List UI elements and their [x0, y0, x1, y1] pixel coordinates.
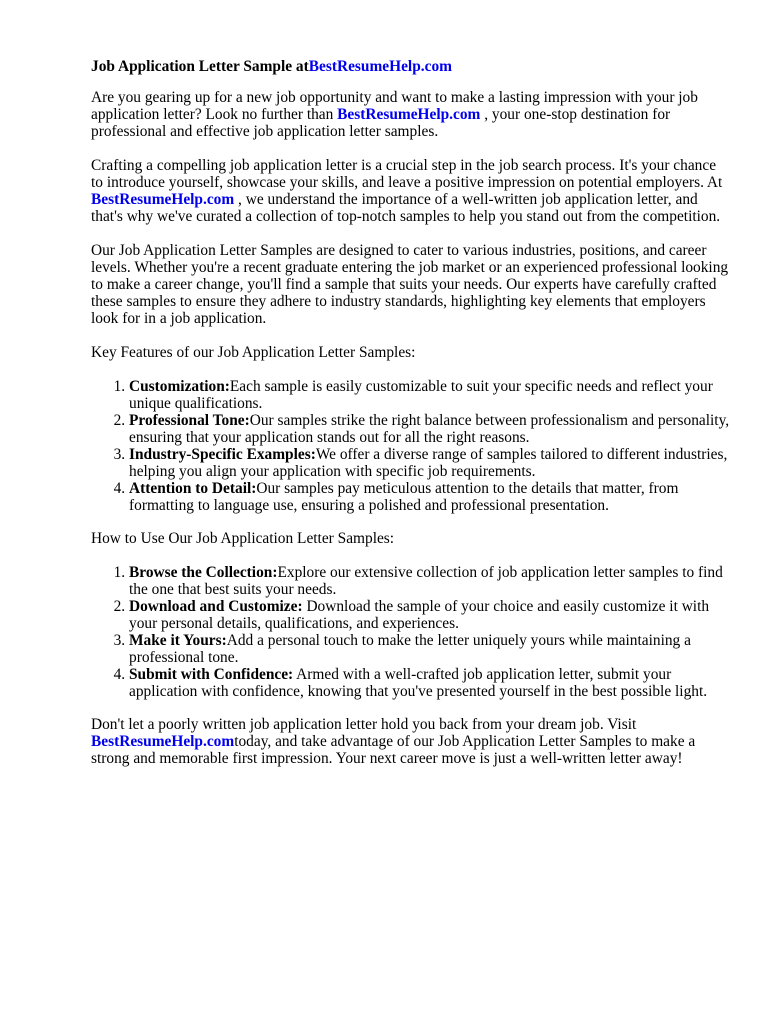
- feature-text: Each sample is easily customizable to suit your specific needs and reflect your unique qualifications.: [129, 378, 713, 412]
- step-item: [129, 564, 731, 598]
- step-item: [129, 598, 731, 632]
- intro-text-a: Are you gearing up for a new job opportunity and want to make a lasting impression with your job application letter? Look no further than: [91, 89, 698, 123]
- feature-text: We offer a diverse range of samples tailored to different industries, helping you align your application with specific job requirements.: [129, 446, 728, 480]
- step-text: Explore our extensive collection of job application letter samples to find the one that best suits your needs.: [129, 564, 723, 598]
- title-text: Job Application Letter Sample at: [91, 58, 309, 75]
- feature-text: Our samples strike the right balance between professionalism and personality, ensuring that your application stands out for all the right reasons.: [129, 412, 730, 446]
- step-text: Armed with a well-crafted job application letter, submit your application with confidence, knowing that you've presented yourself in the best possible light.: [129, 666, 708, 700]
- steps-list: [91, 564, 731, 700]
- step-term: Make it Yours:: [129, 632, 227, 649]
- feature-item: [129, 412, 731, 446]
- document-title: [91, 58, 731, 75]
- crafting-paragraph: [91, 157, 731, 225]
- closing-paragraph: [91, 716, 731, 767]
- feature-term: Industry-Specific Examples:: [129, 446, 316, 463]
- intro-site-link[interactable]: BestResumeHelp.com: [337, 106, 481, 123]
- crafting-site-link[interactable]: BestResumeHelp.com: [91, 191, 235, 208]
- feature-text: Our samples pay meticulous attention to the details that matter, from formatting to language use, ensuring a polished and professional presentation.: [129, 480, 679, 514]
- step-text: Add a personal touch to make the letter uniquely yours while maintaining a professional tone.: [129, 632, 691, 666]
- step-term: Download and Customize:: [129, 598, 303, 615]
- feature-item: [129, 480, 731, 514]
- step-term: Browse the Collection:: [129, 564, 278, 581]
- document-page: [91, 58, 731, 784]
- feature-term: Professional Tone:: [129, 412, 250, 429]
- feature-item: [129, 446, 731, 480]
- intro-paragraph: [91, 89, 731, 140]
- crafting-text-b: , we understand the importance of a well-written job application letter, and that's why we've curated a collection of top-notch samples to help you stand out from the competition.: [91, 191, 721, 225]
- feature-item: [129, 378, 731, 412]
- step-item: [129, 666, 731, 700]
- features-list: [91, 378, 731, 514]
- closing-site-link[interactable]: BestResumeHelp.com: [91, 733, 235, 750]
- crafting-text-a: Crafting a compelling job application letter is a crucial step in the job search process. It's your chance to introduce yourself, showcase your skills, and leave a positive impression on potential employers. At: [91, 157, 723, 191]
- step-term: Submit with Confidence:: [129, 666, 294, 683]
- features-heading: Key Features of our Job Application Letter Samples:: [91, 344, 416, 361]
- closing-text-b: today, and take advantage of our Job Application Letter Samples to make a strong and memorable first impression. Your next career move is just a well-written letter away!: [91, 733, 696, 767]
- feature-term: Attention to Detail:: [129, 480, 257, 497]
- title-site-link[interactable]: BestResumeHelp.com: [308, 58, 452, 75]
- feature-term: Customization:: [129, 378, 230, 395]
- step-item: [129, 632, 731, 666]
- usage-heading: How to Use Our Job Application Letter Samples:: [91, 530, 395, 547]
- samples-paragraph: Our Job Application Letter Samples are designed to cater to various industries, positions, and career levels. Whether you're a recent graduate entering the job market or an experienced professional looking to make a career change, you'll find a sample that suits your needs. Our experts have carefully crafted these samples to ensure they adhere to industry standards, highlighting key elements that employers look for in a job application.: [91, 242, 729, 327]
- closing-text-a: Don't let a poorly written job application letter hold you back from your dream job. Visit: [91, 716, 637, 733]
- intro-text-b: , your one-stop destination for professional and effective job application letter samples.: [91, 106, 671, 140]
- step-text: Download the sample of your choice and easily customize it with your personal details, qualifications, and experiences.: [129, 598, 710, 632]
